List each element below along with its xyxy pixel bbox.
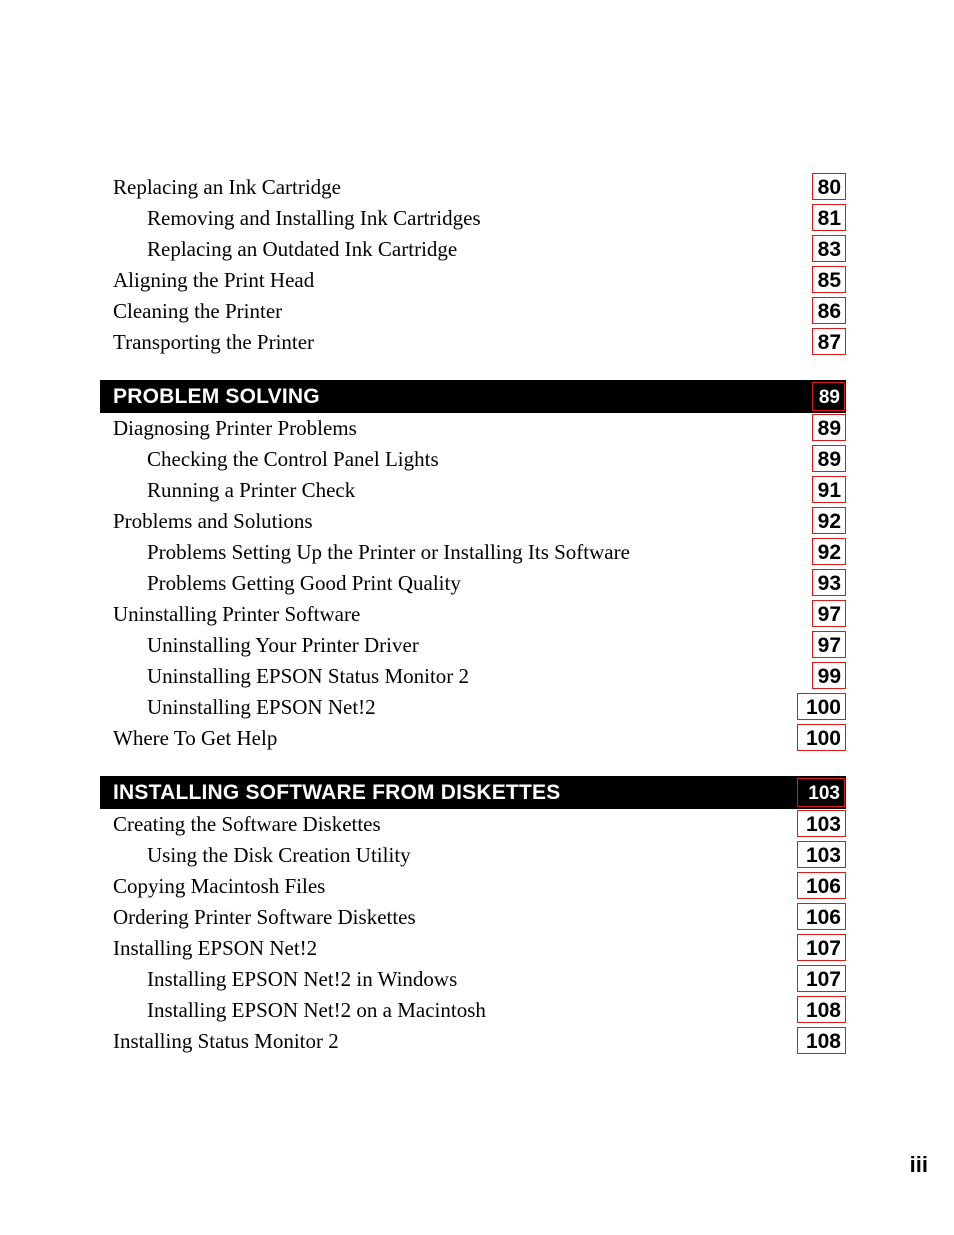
page-link[interactable]: 85 [812,266,846,293]
page-link[interactable]: 93 [812,569,846,596]
page-link[interactable]: 86 [812,297,846,324]
table-of-contents [100,172,846,1057]
toc-entry[interactable] [100,630,846,661]
toc-entry[interactable] [100,599,846,630]
page-link[interactable]: 103 [797,810,846,837]
toc-entry-title: Running a Printer Check [147,478,356,502]
toc-entry-title: Installing EPSON Net!2 on a Macintosh [147,998,486,1022]
toc-entry[interactable] [100,1026,846,1057]
toc-entry[interactable] [100,327,846,358]
section-heading-installing-software[interactable] [100,776,846,809]
page-link[interactable]: 92 [812,507,846,534]
page-link[interactable]: 108 [797,1027,846,1054]
page-link[interactable]: 89 [812,414,846,441]
toc-entry-title: Aligning the Print Head [113,268,315,292]
toc-entry-title: Installing EPSON Net!2 in Windows [147,967,458,991]
toc-entry-title: Copying Macintosh Files [113,874,326,898]
toc-entry-title: Where To Get Help [113,726,278,750]
toc-entry-title: Using the Disk Creation Utility [147,843,411,867]
toc-entry[interactable] [100,840,846,871]
toc-entry[interactable] [100,444,846,475]
page-link[interactable]: 100 [797,693,846,720]
toc-entry-title: Uninstalling Your Printer Driver [147,633,419,657]
toc-group-installing-software [100,809,846,1057]
toc-entry[interactable] [100,933,846,964]
toc-entry[interactable] [100,413,846,444]
toc-entry-title: Installing Status Monitor 2 [113,1029,339,1053]
page-link[interactable]: 81 [812,204,846,231]
toc-entry-title: Replacing an Ink Cartridge [113,175,342,199]
page-link[interactable]: 97 [812,631,846,658]
page-link[interactable]: 103 [797,778,845,807]
toc-entry-title: Problems Getting Good Print Quality [147,571,461,595]
toc-entry-title: Diagnosing Printer Problems [113,416,357,440]
toc-group-maintenance [100,172,846,358]
page-link[interactable]: 80 [812,173,846,200]
toc-entry[interactable] [100,692,846,723]
page-link[interactable]: 97 [812,600,846,627]
page-link[interactable]: 103 [797,841,846,868]
page-link[interactable]: 106 [797,903,846,930]
toc-entry-title: Cleaning the Printer [113,299,283,323]
toc-entry[interactable] [100,723,846,754]
toc-entry[interactable] [100,172,846,203]
page-link[interactable]: 107 [797,965,846,992]
toc-entry-title: Problems Setting Up the Printer or Installing Its Software [147,540,630,564]
page-link[interactable]: 92 [812,538,846,565]
toc-entry-title: Uninstalling EPSON Status Monitor 2 [147,664,470,688]
toc-entry[interactable] [100,265,846,296]
toc-entry-title: Installing EPSON Net!2 [113,936,318,960]
toc-entry[interactable] [100,296,846,327]
toc-entry-title: Creating the Software Diskettes [113,812,381,836]
toc-entry-title: Transporting the Printer [113,330,315,354]
toc-entry-title: Problems and Solutions [113,509,313,533]
page-link[interactable]: 83 [812,235,846,262]
page-link[interactable]: 108 [797,996,846,1023]
page-link[interactable]: 100 [797,724,846,751]
toc-entry[interactable] [100,964,846,995]
toc-group-problem-solving [100,413,846,754]
toc-entry-title: Replacing an Outdated Ink Cartridge [147,237,458,261]
toc-entry-title: Uninstalling Printer Software [113,602,361,626]
page-link[interactable]: 87 [812,328,846,355]
toc-entry[interactable] [100,568,846,599]
toc-entry[interactable] [100,475,846,506]
section-title: INSTALLING SOFTWARE FROM DISKETTES [113,781,561,804]
section-heading-problem-solving[interactable] [100,380,846,413]
toc-entry[interactable] [100,506,846,537]
page-link[interactable]: 89 [812,445,846,472]
toc-entry[interactable] [100,871,846,902]
toc-entry[interactable] [100,902,846,933]
toc-entry-title: Removing and Installing Ink Cartridges [147,206,481,230]
toc-entry-title: Checking the Control Panel Lights [147,447,439,471]
toc-entry[interactable] [100,995,846,1026]
toc-entry[interactable] [100,234,846,265]
page-link[interactable]: 106 [797,872,846,899]
page-link[interactable]: 91 [812,476,846,503]
toc-entry[interactable] [100,203,846,234]
toc-entry[interactable] [100,661,846,692]
page-link[interactable]: 107 [797,934,846,961]
toc-entry-title: Ordering Printer Software Diskettes [113,905,416,929]
page-link[interactable]: 99 [812,662,846,689]
page-number: iii [909,1152,928,1177]
section-title: PROBLEM SOLVING [113,385,320,408]
toc-entry[interactable] [100,809,846,840]
page-link[interactable]: 89 [812,382,845,411]
toc-entry[interactable] [100,537,846,568]
toc-entry-title: Uninstalling EPSON Net!2 [147,695,376,719]
